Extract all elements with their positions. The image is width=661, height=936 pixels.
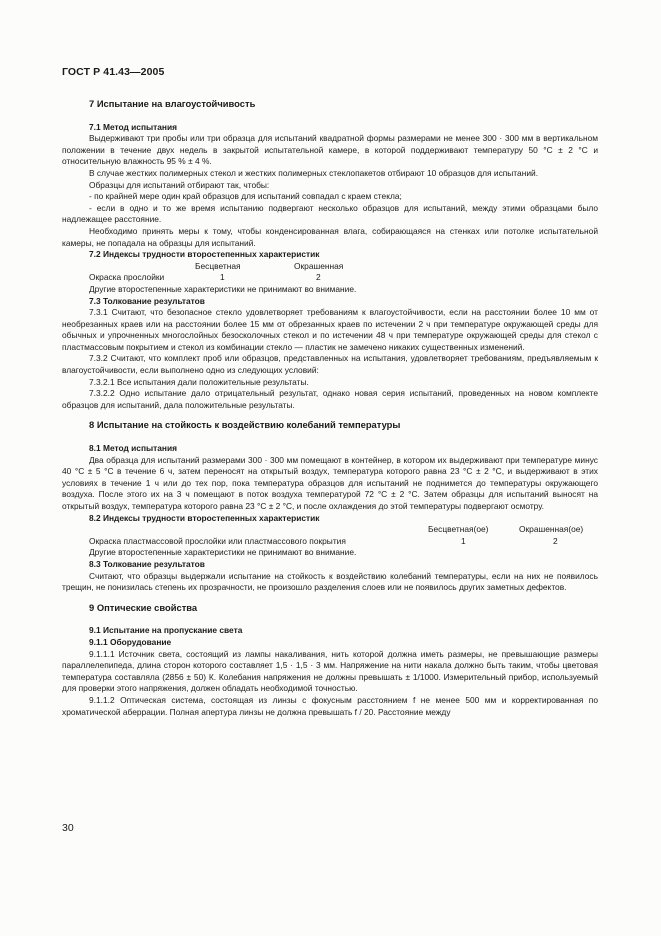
subsection-8-2-title: 8.2 Индексы трудности второстепенных характеристик [89,512,320,523]
page-content [62,98,598,718]
column-header: Окрашенная [294,260,344,271]
paragraph: 7.3.2.2 Одно испытание дало отрицательный результат, однако новая серия испытаний, проведенных на новом комплекте образцов для испытаний, дала положительные результаты. [62,388,598,410]
subsection-7-1-title: 7.1 Метод испытания [89,121,178,132]
section-9-title: 9 Оптические свойства [89,601,198,613]
paragraph: Выдерживают три пробы или три образца для испытаний квадратной формы размерами не менее 300 · 300 мм в вертикальном положении в течение двух недель в закрытой испытательной камере, в которой поддерживают температуру 50 °С ± 2 °С и относительную влажность 95 % ± 4 %. [62,133,598,167]
table-header-row [62,261,598,273]
row-label: Окраска пластмассовой прослойки или пластмассового покрытия [89,535,346,546]
subsection-8-3-title: 8.3 Толкование результатов [89,558,205,569]
paragraph: Необходимо принять меры к тому, чтобы конденсированная влага, собирающаяся на стенках или потолке испытательной камеры, не попадала на образцы для испытаний. [62,225,598,248]
document-header: ГОСТ Р 41.43—2005 [62,66,165,78]
subsection-9-1-title: 9.1 Испытание на пропускание света [89,625,243,636]
paragraph: 7.3.1 Считают, что безопасное стекло удовлетворяет требованиям к влагоустойчивости, если на расстоянии более 10 мм от необрезанных краев или на расстоянии более 15 мм от обрезанных краев по истечении 2 ч при температуре окружающей среды для обычных и упрочненных многослойных безосколочных стекол и по истечении 48 ч при температуре окружающей среды для стекол с пластмассовым покрытием и стекол из комбинации стекло — пластик не замечено никаких существенных изменений. [62,307,598,352]
table-cell: 1 [220,272,225,283]
paragraph: В случае жестких полимерных стекол и жестких полимерных стеклопакетов отбирают 10 образцов для испытаний. [89,167,539,178]
table-cell: 2 [553,535,558,546]
list-item: - по крайней мере один край образцов для испытаний совпадал с краем стекла; [89,191,402,202]
row-label: Окраска прослойки [89,272,165,283]
subsection-9-1-1-title: 9.1.1 Оборудование [89,636,172,647]
paragraph: 9.1.1.1 Источник света, состоящий из лампы накаливания, нить которой должна иметь размеры, не превышающие размеры параллелепипеда, длина сторон которого составляет 1,5 · 1,5 · 3 мм. Напряжение на нити накала должно быть таким, чтобы цветовая температура составляла (2856 ± 50) К. Колебания напряжения не должны превышать ± 1/1000. Измерительный прибор, используемый для проверки этого напряжения, должен обладать необходимой точностью. [62,648,598,694]
paragraph: Образцы для испытаний отбирают так, чтобы: [89,179,270,190]
column-header: Бесцветная(ое) [428,524,489,535]
subsection-8-1-title: 8.1 Метод испытания [89,443,178,454]
table-row [62,272,598,284]
paragraph: Другие второстепенные характеристики не принимают во внимание. [89,547,357,558]
table-cell: 2 [316,272,321,283]
paragraph: Другие второстепенные характеристики не принимают во внимание. [89,283,357,294]
table-cell: 1 [461,535,466,546]
subsection-7-2-title: 7.2 Индексы трудности второстепенных характеристик [89,249,320,260]
list-item: - если в одно и то же время испытанию подвергают несколько образцов для испытаний, между этими образцами было надлежащее расстояние. [62,202,598,225]
paragraph: Два образца для испытаний размерами 300 · 300 мм помещают в контейнер, в котором их выдерживают при температуре минус 40 °С ± 5 °С в течение 6 ч, затем переносят на открытый воздух, температура которого равна 23 °С ± 2 °С, и выдерживают в этих условиях в течение 1 ч или до тех пор, пока температура образцов для испытаний не поднимется до температуры окружающего воздуха. После этого их на 3 ч помещают в поток воздуха температурой 72 °С ± 2 °С. Затем образцы для испытаний выносят на открытый воздух, температура которого равна 23 °С ± 2 °С, и после охлаждения до этой температуры подвергают осмотру. [62,454,598,511]
column-header: Бесцветная [195,260,241,271]
table-row [62,536,598,548]
section-7-title: 7 Испытание на влагоустойчивость [89,98,256,109]
paragraph: Считают, что образцы выдержали испытание на стойкость к воздействию колебаний температуры, если на них не появилось трещин, не понизилась степень их прозрачности, не произошло разделения слоев или не появилось других заметных дефектов. [62,570,598,593]
section-8-title: 8 Испытание на стойкость к воздействию колебаний температуры [89,419,401,431]
paragraph: 7.3.2 Считают, что комплект проб или образцов, представленных на испытания, удовлетворяет требованиям, предъявляемым к влагоустойчивости, если выполнено одно из следующих условий: [62,353,598,376]
paragraph: 7.3.2.1 Все испытания дали положительные результаты. [89,376,309,387]
paragraph: 9.1.1.2 Оптическая система, состоящая из линзы с фокусным расстоянием f не менее 500 мм и корректированная по хроматической аберрации. Полная апертура линзы не должна превышать f / 20. Расстояние между [62,694,598,717]
table-header-row [62,524,598,536]
column-header: Окрашенная(ое) [519,524,584,535]
subsection-7-3-title: 7.3 Толкование результатов [89,295,205,306]
page-number: 30 [62,822,74,834]
